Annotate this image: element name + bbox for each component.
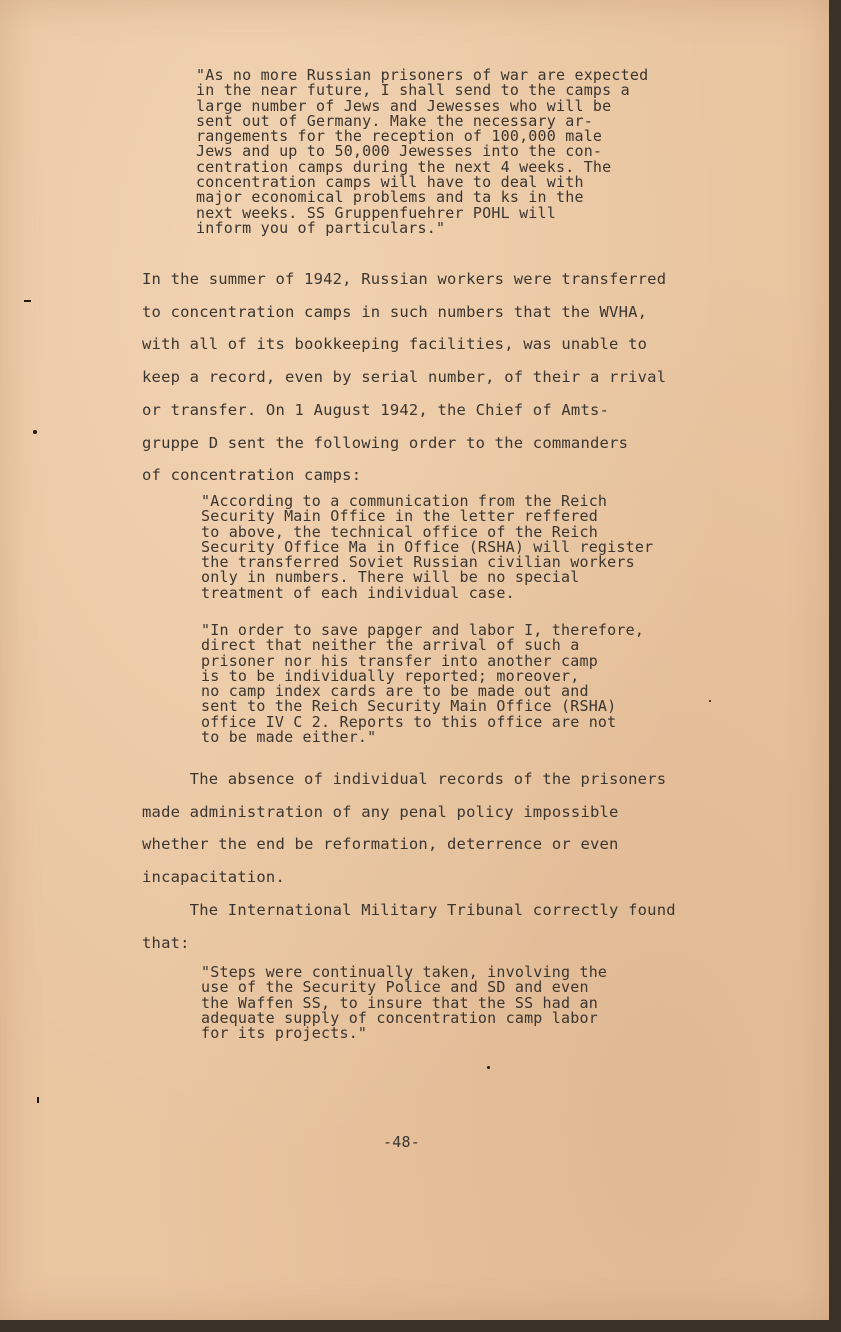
paragraph-tribunal-finding: The International Military Tribunal correctly found that: <box>142 901 676 952</box>
scan-border-right <box>829 0 841 1332</box>
paragraph-russian-workers: In the summer of 1942, Russian workers were transferred to concentration camps in such numbers that the WVHA, with all of its bookkeeping facilities, was unable to keep a record, even by serial number, of their a rrival or transfer. On 1 August 1942, the Chief of Amts- gruppe D sent the following order to the commanders of concentration camps: <box>142 270 667 485</box>
page-number: -48- <box>383 1133 420 1151</box>
scan-border-bottom <box>0 1320 841 1332</box>
quote-himmler-order: "As no more Russian prisoners of war are expected in the near future, I shall send to the camps a large number of Jews and Jewesses who will be sent out of Germany. Make the necessary ar- rangements for the reception of 100,000 male Jews and up to 50,000 Jewesses into the con- centration camps during the next 4 weeks. The concentration camps will have to deal with major economical problems and ta ks in the next weeks. SS Gruppenfuehrer POHL will inform you of particulars." <box>196 66 649 237</box>
quote-tribunal: "Steps were continually taken, involving the use of the Security Police and SD and even the Waffen SS, to insure that the SS had an adequate supply of concentration camp labor for its projects." <box>201 963 608 1043</box>
margin-mark <box>24 300 31 302</box>
margin-mark <box>709 700 711 702</box>
margin-mark <box>37 1097 39 1103</box>
quote-rsha-communication: "According to a communication from the Reich Security Main Office in the letter reffered to above, the technical office of the Reich Security Office Ma in Office (RSHA) will register the transferred Soviet Russian civilian workers only in numbers. There will be no special treatment of each individual case. <box>201 492 654 602</box>
margin-mark <box>487 1066 490 1069</box>
margin-mark <box>33 430 37 434</box>
paragraph-absence-of-records: The absence of individual records of the prisoners made administration of any penal policy impossible whether the end be reformation, deterrence or even incapacitation. <box>142 770 667 887</box>
quote-save-paper-order: "In order to save papger and labor I, therefore, direct that neither the arrival of such a prisoner nor his transfer into another camp is to be individually reported; moreover, no camp index cards are to be made out and sent to the Reich Security Main Office (RSHA) office IV C 2. Reports to this office are not to be made either." <box>201 621 645 747</box>
